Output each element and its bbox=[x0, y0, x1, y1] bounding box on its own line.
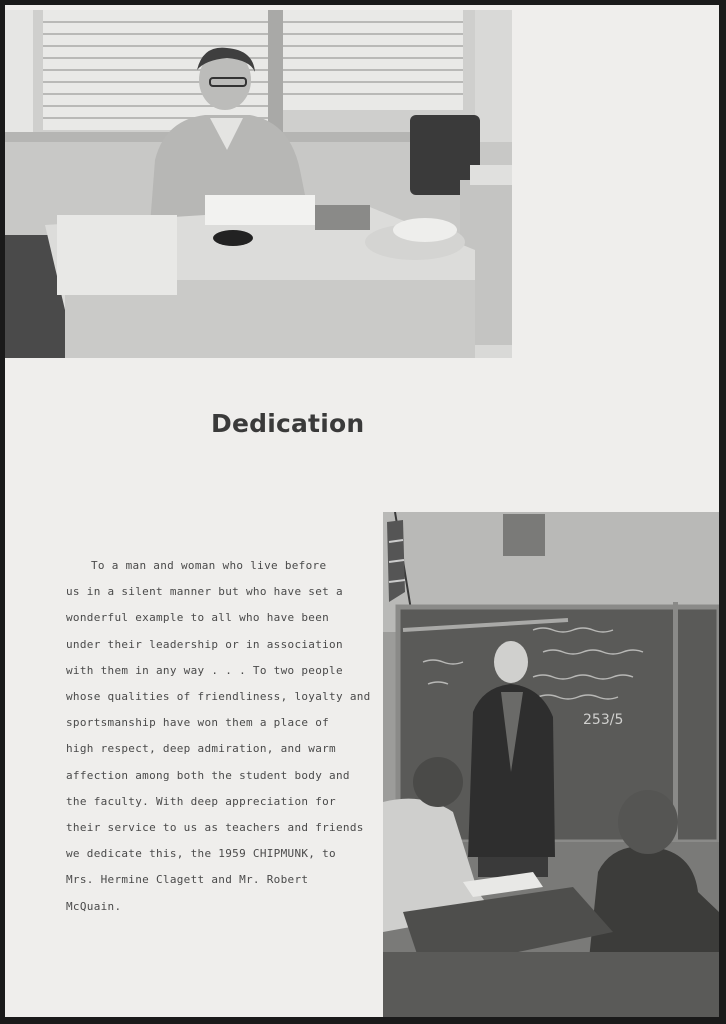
photo-teacher-at-chalkboard bbox=[383, 512, 719, 1017]
paragraph-line: high respect, deep admiration, and warm bbox=[66, 742, 336, 756]
yearbook-page bbox=[5, 5, 719, 1017]
paragraph-line: Mrs. Hermine Clagett and Mr. Robert bbox=[66, 873, 309, 887]
paragraph-line: sportsmanship have won them a place of bbox=[66, 716, 330, 730]
paragraph-line: with them in any way . . . To two people bbox=[66, 663, 343, 677]
paragraph-line: To a man and woman who live before bbox=[91, 559, 327, 572]
paragraph-line: wonderful example to all who have been bbox=[66, 611, 330, 625]
page-title: Dedication bbox=[211, 409, 365, 438]
dedication-paragraph bbox=[66, 553, 371, 920]
paragraph-line: their service to us as teachers and friends bbox=[66, 821, 364, 835]
paragraph-line: whose qualities of friendliness, loyalty and bbox=[66, 690, 371, 704]
paragraph-line: we dedicate this, the 1959 CHIPMUNK, to bbox=[66, 847, 336, 861]
paragraph-line: us in a silent manner but who have set a bbox=[66, 585, 343, 599]
paragraph-line: affection among both the student body and bbox=[66, 768, 350, 782]
photo-teacher-at-desk bbox=[5, 10, 512, 358]
paragraph-line: under their leadership or in association bbox=[66, 637, 343, 651]
paragraph-line: McQuain. bbox=[66, 899, 122, 913]
paragraph-line: the faculty. With deep appreciation for bbox=[66, 794, 336, 808]
chalkboard-fraction: 253/5 bbox=[583, 712, 624, 728]
